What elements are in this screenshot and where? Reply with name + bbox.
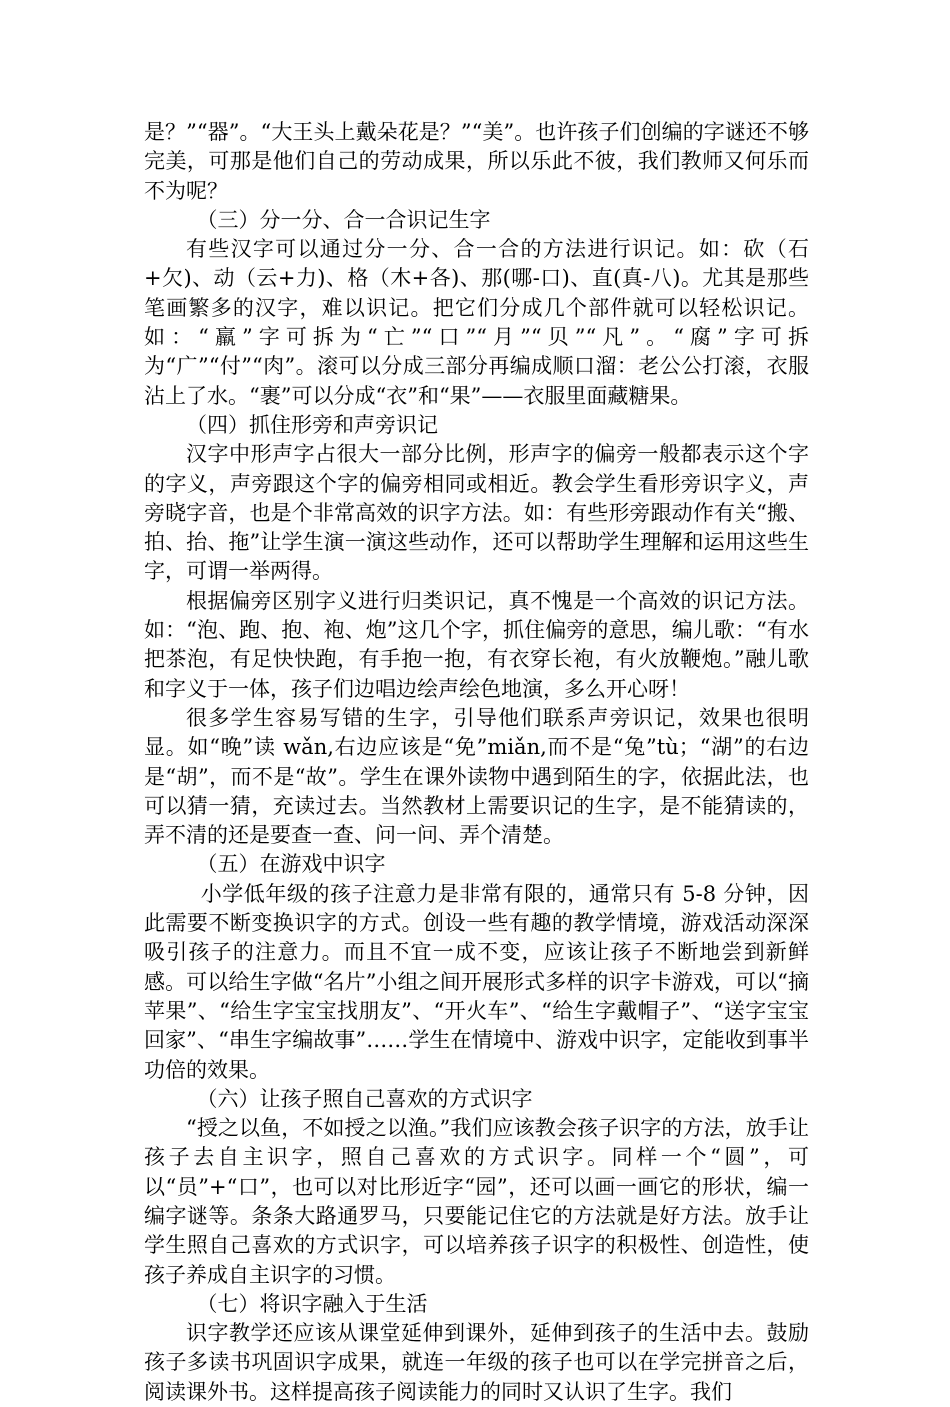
section-heading-4: （四）抓住形旁和声旁识记 bbox=[186, 412, 438, 437]
section-heading-5: （五）在游戏中识字 bbox=[196, 852, 386, 877]
paragraph: 识字教学还应该从课堂延伸到课外，延伸到孩子的生活中去。鼓励孩子多读书巩固识字成果，就连一年级的孩子也可以在学完拼音之后，阅读课外书。这样提高孩子阅读能力的同时又认识了生字。我们 bbox=[144, 1321, 809, 1404]
section-heading-7: （七）将识字融入于生活 bbox=[196, 1291, 428, 1316]
paragraph: 根据偏旁区别字义进行归类识记，真不愧是一个高效的识记方法。如：“泡、跑、抱、袍、炮”这几个字，抓住偏旁的意思，编儿歌：“有水把茶泡，有足快快跑，有手抱一抱，有衣穿长袍，有火放鞭炮。”融儿歌和字义于一体，孩子们边唱边绘声绘色地演，多么开心呀！ bbox=[144, 588, 809, 701]
paragraph: 是？”“器”。“大王头上戴朵花是？”“美”。也许孩子们创编的字谜还不够完美，可那是他们自己的劳动成果，所以乐此不彼，我们教师又何乐而不为呢？ bbox=[144, 120, 809, 203]
paragraph: 小学低年级的孩子注意力是非常有限的，通常只有 5-8 分钟，因此需要不断变换识字的方式。创设一些有趣的教学情境，游戏活动深深吸引孩子的注意力。而且不宜一成不变，应该让孩子不断地尝到新鲜感。可以给生字做“名片”小组之间开展形式多样的识字卡游戏，可以“摘苹果”、“给生字宝宝找朋友”、“开火车”、“给生字戴帽子”、“送字宝宝回家”、“串生字编故事”……学生在情境中、游戏中识字，定能收到事半功倍的效果。 bbox=[144, 881, 809, 1082]
paragraph: 汉字中形声字占很大一部分比例，形声字的偏旁一般都表示这个字的字义，声旁跟这个字的偏旁相同或相近。教会学生看形旁识字义，声旁晓字音，也是个非常高效的识字方法。如：有些形旁跟动作有关“搬、拍、抬、拖”让学生演一演这些动作，还可以帮助学生理解和运用这些生字，可谓一举两得。 bbox=[144, 442, 809, 584]
section-heading-3: （三）分一分、合一合识记生字 bbox=[196, 207, 491, 232]
paragraph: “授之以鱼，不如授之以渔。”我们应该教会孩子识字的方法，放手让孩子去自主识字，照自己喜欢的方式识字。同样一个“圆”，可以“员”+“口”，也可以对比形近字“园”，还可以画一画它的形状，编一编字谜等。条条大路通罗马，只要能记住它的方法就是好方法。放手让学生照自己喜欢的方式识字，可以培养孩子识字的积极性、创造性，使孩子养成自主识字的习惯。 bbox=[144, 1116, 809, 1287]
document-body bbox=[144, 118, 809, 1407]
paragraph: 很多学生容易写错的生字，引导他们联系声旁识记，效果也很明显。如“晚”读 wǎn,右边应该是“免”miǎn,而不是“兔”tù；“湖”的右边是“胡”，而不是“故”。学生在课外读物中遇到陌生的字，依据此法，也可以猜一猜，充读过去。当然教材上需要识记的生字，是不能猜读的，弄不清的还是要查一查、问一问、弄个清楚。 bbox=[144, 705, 809, 848]
paragraph: 有些汉字可以通过分一分、合一合的方法进行识记。如：砍（石+欠)、动（云+力)、格（木+各)、那(哪-口)、直(真-八)。尤其是那些笔画繁多的汉字，难以识记。把它们分成几个部件就可以轻松识记。如：“羸”字可拆为“亡”“口”“月”“贝”“凡”。“腐”字可拆为“广”“付”“肉”。滚可以分成三部分再编成顺口溜：老公公打滚，衣服沾上了水。“裹”可以分成“衣”和“果”——衣服里面藏糖果。 bbox=[144, 237, 809, 408]
section-heading-6: （六）让孩子照自己喜欢的方式识字 bbox=[196, 1086, 533, 1111]
